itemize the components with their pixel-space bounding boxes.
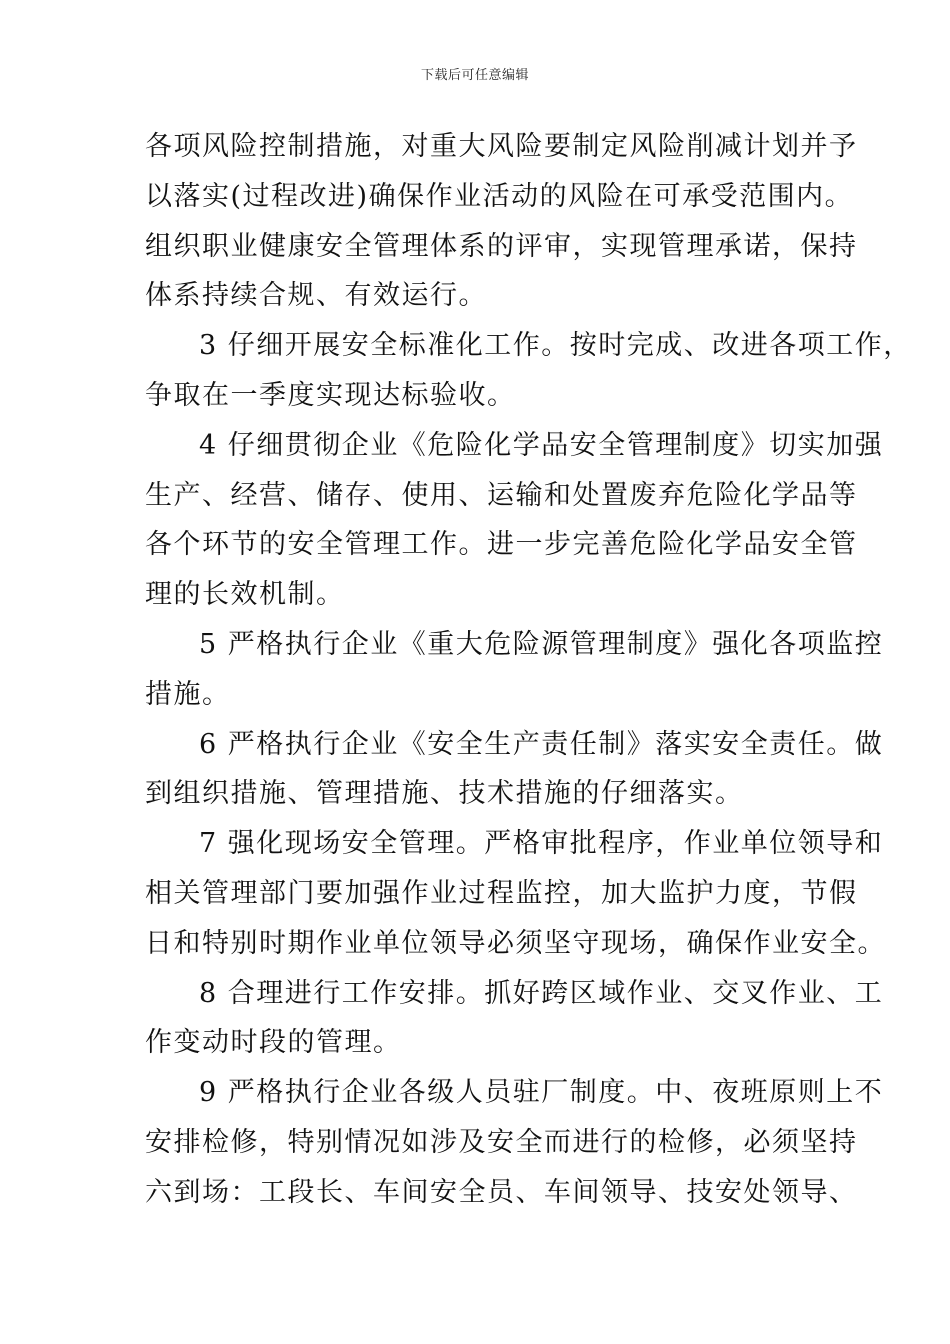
page-header: 下载后可任意编辑: [420, 68, 529, 83]
body-line: 到组织措施、管理措施、技术措施的仔细落实。: [145, 778, 744, 810]
body-line: 以落实(过程改进)确保作业活动的风险在可承受范围内。: [145, 180, 854, 212]
paragraph-start-9: 9 严格执行企业各级人员驻厂制度。中、夜班原则上不: [199, 1077, 884, 1109]
body-line: 理的长效机制。: [145, 579, 345, 611]
body-line: 六到场：工段长、车间安全员、车间领导、技安处领导、: [145, 1176, 858, 1208]
paragraph-start-6: 6 严格执行企业《安全生产责任制》落实安全责任。做: [199, 728, 884, 760]
paragraph-start-8: 8 合理进行工作安排。抓好跨区域作业、交叉作业、工: [199, 977, 884, 1009]
body-line: 争取在一季度实现达标验收。: [145, 379, 516, 411]
paragraph-start-4: 4 仔细贯彻企业《危险化学品安全管理制度》切实加强: [199, 429, 884, 461]
body-line: 相关管理部门要加强作业过程监控，加大监护力度，节假: [145, 877, 858, 909]
body-line: 体系持续合规、有效运行。: [145, 280, 487, 312]
paragraph-start-3: 3 仔细开展安全标准化工作。按时完成、改进各项工作，: [199, 330, 912, 362]
body-line: 各个环节的安全管理工作。进一步完善危险化学品安全管: [145, 529, 858, 561]
body-line: 日和特别时期作业单位领导必须坚守现场，确保作业安全。: [145, 927, 886, 959]
paragraph-start-7: 7 强化现场安全管理。严格审批程序，作业单位领导和: [199, 828, 884, 860]
document-body: [145, 122, 912, 1218]
body-line: 作变动时段的管理。: [145, 1027, 402, 1059]
body-line: 生产、经营、储存、使用、运输和处置废弃危险化学品等: [145, 479, 858, 511]
body-line: 安排检修，特别情况如涉及安全而进行的检修，必须坚持: [145, 1126, 858, 1158]
body-line: 组织职业健康安全管理体系的评审，实现管理承诺，保持: [145, 230, 858, 262]
body-line: 各项风险控制措施，对重大风险要制定风险削减计划并予: [145, 131, 858, 162]
paragraph-start-5: 5 严格执行企业《重大危险源管理制度》强化各项监控: [199, 628, 884, 660]
body-line: 措施。: [145, 678, 231, 710]
